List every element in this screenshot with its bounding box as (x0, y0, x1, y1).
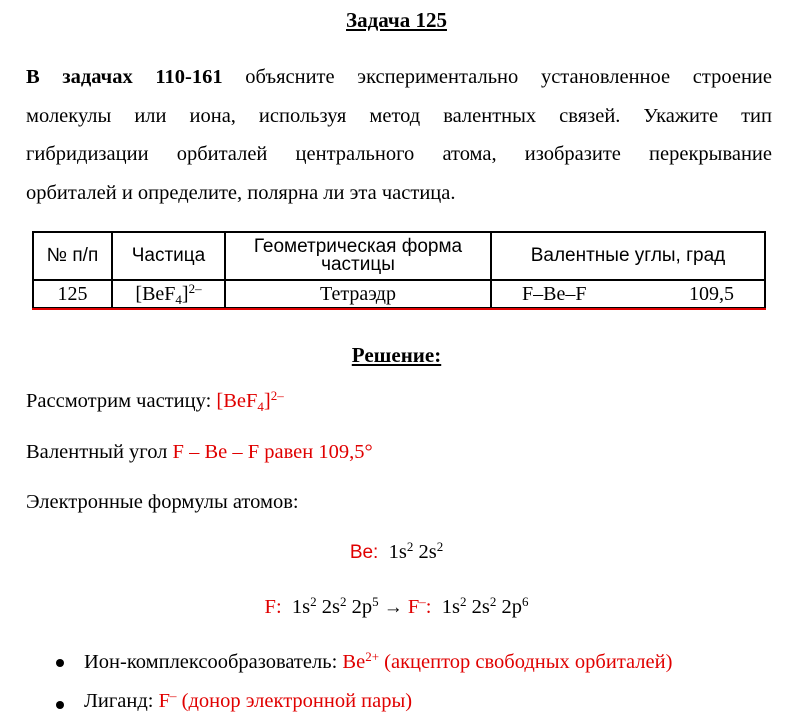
be-orbital-1-sup: 2 (406, 539, 414, 554)
particle-sub: 4 (175, 292, 182, 307)
cell-particle (112, 280, 225, 308)
bullet-1-base: Be (342, 651, 366, 673)
f-orbital-3: 2p (351, 596, 373, 618)
bullet-1-text: (акцептор свободных орбиталей) (379, 651, 673, 673)
cell-angles (491, 280, 765, 308)
header-number: № п/п (33, 232, 112, 280)
f-ion-orbital-2-sup: 2 (489, 594, 497, 609)
bullet-2-label: Лиганд: (84, 690, 159, 712)
be-formula (0, 541, 793, 564)
data-table (32, 231, 766, 309)
f-ion-base: F (407, 596, 420, 618)
f-orbital-2: 2s (321, 596, 340, 618)
header-geometry (225, 232, 491, 280)
angle-line (26, 441, 373, 464)
bullet-2-value (159, 690, 413, 712)
f-orbital-3-sup: 5 (372, 594, 379, 609)
f-ion-orbital-2: 2s (471, 596, 490, 618)
task-line-3: гибридизации орбиталей центрального атома, изобразите перекрывание (26, 143, 772, 165)
list-item (84, 690, 412, 713)
bullet-1-sup: 2+ (365, 649, 380, 664)
problem-title: Задача 125 (346, 8, 447, 32)
consider-particle (216, 390, 283, 412)
be-config (389, 541, 444, 563)
red-underline (32, 308, 766, 310)
consider-base: [BeF (216, 390, 258, 412)
particle-charge: 2– (188, 281, 202, 296)
formulas-label: Электронные формулы атомов: (26, 491, 299, 513)
header-particle: Частица (112, 232, 225, 280)
be-orbital-2-sup: 2 (436, 539, 444, 554)
task-statement (26, 58, 772, 212)
task-line-2: молекулы или иона, используя метод валентных связей. Укажите тип (26, 104, 772, 127)
arrow-icon: → (383, 597, 403, 618)
task-line-4: орбиталей и определите, полярна ли эта частица. (26, 181, 456, 204)
list-item (84, 651, 672, 674)
f-ion-symbol (408, 596, 432, 618)
consider-close: ] (263, 390, 271, 412)
task-line-1 (26, 58, 772, 97)
consider-sub: 4 (257, 399, 264, 414)
f-orbital-1-sup: 2 (310, 594, 317, 609)
angle-line-label: Валентный угол (26, 441, 173, 463)
solution-heading: Решение: (351, 343, 442, 367)
cell-number: 125 (33, 280, 112, 308)
consider-charge: 2– (270, 388, 284, 403)
table-header-row (33, 232, 765, 280)
bullet-1-label: Ион-комплексообразователь: (84, 651, 343, 673)
header-geometry-text: Геометрическая форма частицы (253, 236, 463, 275)
bullet-icon (56, 659, 64, 667)
bullet-1-value (342, 651, 672, 673)
f-ion-orbital-3: 2p (501, 596, 522, 618)
f-orbital-1: 1s (291, 596, 311, 618)
angle-line-value: F – Be – F равен 109,5° (172, 441, 373, 463)
f-symbol: F: (264, 596, 282, 618)
f-formula (0, 596, 793, 619)
angle-value: 109,5 (689, 283, 734, 305)
be-orbital-1: 1s (388, 541, 407, 563)
f-ion-orbital-1-sup: 2 (459, 594, 467, 609)
f-ion-orbital-3-sup: 6 (521, 594, 529, 609)
f-ion-orbital-1: 1s (441, 596, 460, 618)
table-row (33, 280, 765, 308)
task-range: В задачах 110-161 (26, 66, 223, 88)
f-ion-suffix: : (425, 596, 432, 618)
header-angles: Валентные углы, град (491, 232, 765, 280)
bullet-2-base: F (158, 690, 171, 712)
bullet-2-sup: – (170, 688, 177, 703)
cell-shape: Тетраэдр (225, 280, 491, 308)
consider-line (26, 390, 284, 413)
consider-label: Рассмотрим частицу: (26, 390, 217, 412)
f-ion-charge: – (419, 594, 426, 609)
angle-label: F–Be–F (522, 283, 587, 305)
particle-close: ] (181, 283, 189, 305)
bullet-2-text: (донор электронной пары) (176, 690, 413, 712)
be-symbol: Be: (349, 542, 379, 563)
task-line-1-text: объясните экспериментально установленное строение (222, 66, 772, 88)
particle-base: [BeF (135, 283, 176, 305)
f-orbital-2-sup: 2 (340, 594, 347, 609)
be-orbital-2: 2s (418, 541, 437, 563)
